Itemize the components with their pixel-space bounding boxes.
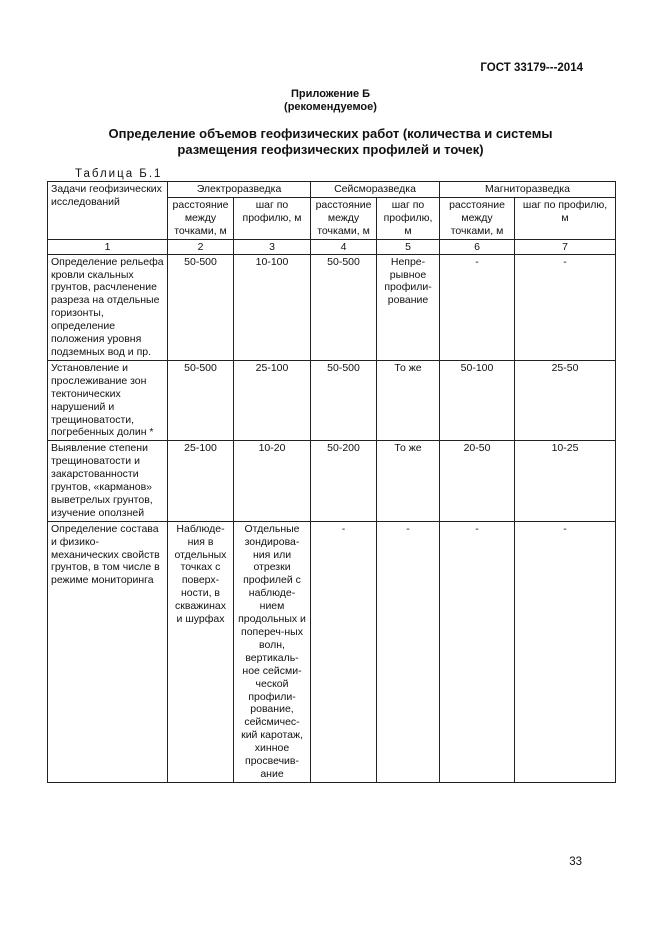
page-number: 33 [569, 856, 582, 868]
col-header-spacing: расстояние между точками, м [311, 197, 377, 239]
value-cell: То же [377, 441, 440, 521]
col-header-task: Задачи геофизических исследований [48, 182, 168, 240]
value-cell: - [440, 521, 515, 782]
value-cell: 10-100 [234, 254, 311, 360]
value-cell: 25-100 [234, 360, 311, 440]
col-number: 2 [168, 239, 234, 254]
task-cell: Выявление степени трещиноватости и закарстованности грунтов, «карманов» выветрелых грунтов, изучение оползней [48, 441, 168, 521]
col-header-spacing: расстояние между точками, м [440, 197, 515, 239]
appendix-title: Приложение Б [290, 88, 371, 100]
value-cell: 25-100 [168, 441, 234, 521]
value-cell: 50-500 [311, 254, 377, 360]
title-line-2: размещения геофизических профилей и точек) [177, 142, 484, 157]
value-cell: 10-20 [234, 441, 311, 521]
value-cell: - [515, 521, 616, 782]
value-cell: 50-200 [311, 441, 377, 521]
value-cell: Непре-рывное профили-рование [377, 254, 440, 360]
value-cell: - [515, 254, 616, 360]
value-cell: - [377, 521, 440, 782]
table-caption: Таблица Б.1 [75, 168, 163, 180]
header-row-groups [48, 182, 616, 198]
appendix-type: (рекомендуемое) [284, 101, 377, 113]
column-number-row [48, 239, 616, 254]
table-row [48, 441, 616, 521]
standard-code: ГОСТ 33179---2014 [480, 62, 583, 74]
value-cell: Отдельные зондирова-ния или отрезки профилей с наблюде-нием продольных и попереч-ных волн, вертикаль-ное сейсми-ческой профили-рование, сейсмичес-кий каротаж, хинное просвечив-ание [234, 521, 311, 782]
page-title [0, 126, 661, 158]
col-number: 5 [377, 239, 440, 254]
geophysics-table [47, 181, 616, 783]
col-group-seismo: Сейсморазведка [311, 182, 440, 198]
col-group-magneto: Магниторазведка [440, 182, 616, 198]
col-number: 4 [311, 239, 377, 254]
col-number: 6 [440, 239, 515, 254]
task-cell: Установление и прослеживание зон тектонических нарушений и трещиноватости, погребенных долин * [48, 360, 168, 440]
col-number: 1 [48, 239, 168, 254]
col-header-spacing: расстояние между точками, м [168, 197, 234, 239]
value-cell: 50-500 [168, 360, 234, 440]
value-cell: - [311, 521, 377, 782]
value-cell: - [440, 254, 515, 360]
table-row [48, 360, 616, 440]
title-line-1: Определение объемов геофизических работ (количества и системы [108, 126, 553, 141]
task-cell: Определение состава и физико-механических свойств грунтов, в том числе в режиме мониторинга [48, 521, 168, 782]
col-header-step: шаг по профилю, м [515, 197, 616, 239]
value-cell: То же [377, 360, 440, 440]
table-row [48, 254, 616, 360]
value-cell: Наблюде-ния в отдельных точках с поверх-ности, в скважинах и шурфах [168, 521, 234, 782]
table-row [48, 521, 616, 782]
col-number: 3 [234, 239, 311, 254]
appendix-label [0, 88, 661, 114]
col-header-step: шаг по профилю, м [377, 197, 440, 239]
col-header-step: шаг по профилю, м [234, 197, 311, 239]
value-cell: 50-500 [311, 360, 377, 440]
value-cell: 10-25 [515, 441, 616, 521]
value-cell: 50-500 [168, 254, 234, 360]
col-group-electro: Электроразведка [168, 182, 311, 198]
value-cell: 25-50 [515, 360, 616, 440]
value-cell: 20-50 [440, 441, 515, 521]
value-cell: 50-100 [440, 360, 515, 440]
col-number: 7 [515, 239, 616, 254]
task-cell: Определение рельефа кровли скальных грунтов, расчленение разреза на отдельные горизонты, определение положения уровня подземных вод и пр. [48, 254, 168, 360]
